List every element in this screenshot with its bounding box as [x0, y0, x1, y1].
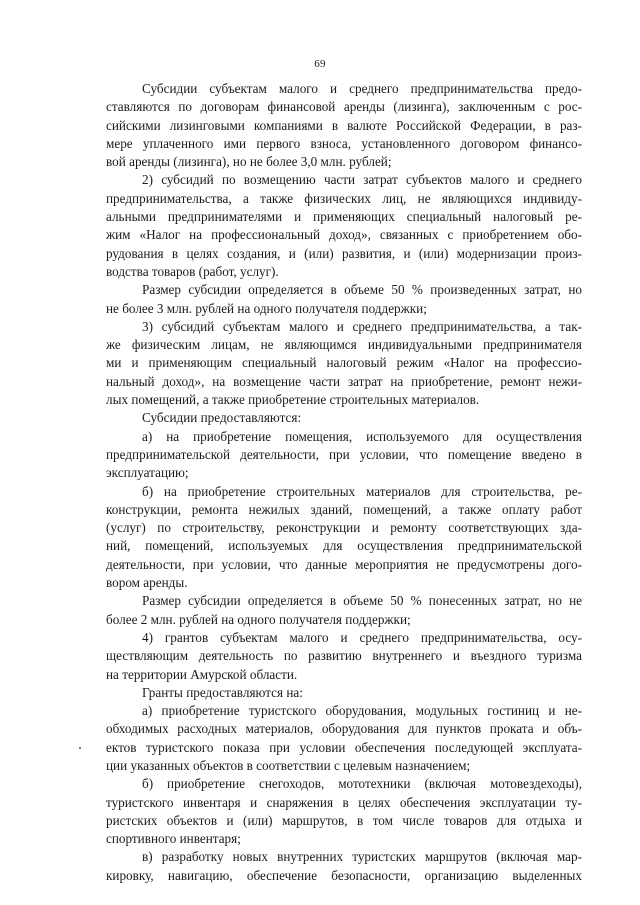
margin-mark [79, 747, 81, 749]
text-line: 3) субсидий субъектам малого и среднего предпринимательства, а так- [142, 318, 582, 334]
text-line: Субсидии предоставляются: [142, 410, 302, 426]
text-line: Размер субсидии определяется в объеме 50 % произведенных затрат, но [142, 282, 582, 298]
text-line: ществляющим деятельность по развитию внутреннего и въездного туризма [106, 648, 582, 664]
paragraph [106, 171, 582, 281]
text-line: нальный доход», на возмещение части затрат на приобретение, ремонт нежи- [106, 373, 582, 389]
paragraph [106, 775, 582, 848]
text-line: сийскими лизинговыми компаниями в валюте Российской Федерации, в раз- [106, 117, 582, 133]
page-number: 69 [314, 58, 326, 70]
paragraph [106, 318, 582, 409]
text-line: Гранты предоставляются на: [142, 684, 303, 700]
text-line: вором аренды. [106, 575, 188, 591]
text-line: ектов туристского показа при условии обеспечения последующей эксплуата- [106, 739, 582, 755]
text-line: предпринимательской деятельности, при условии, что помещение введено в [106, 446, 582, 462]
text-line: ции указанных объектов в соответствии с целевым назначением; [106, 757, 471, 773]
text-line: альными предпринимателями и применяющих специальный налоговый ре- [106, 209, 582, 225]
paragraph [106, 592, 582, 629]
text-line: б) на приобретение строительных материалов для строительства, ре- [142, 483, 582, 499]
paragraph [106, 483, 582, 593]
text-line: в) разработку новых внутренних туристских маршрутов (включая мар- [142, 849, 582, 865]
text-line: ристских объектов и (или) маршрутов, в том числе товаров для отдыха и [106, 812, 582, 828]
text-line: же физическим лицам, не являющимся индивидуальными предпринимателя [106, 337, 582, 353]
paragraph [106, 848, 582, 885]
text-line: более 2 млн. рублей на одного получателя поддержки; [106, 611, 411, 627]
text-line: а) на приобретение помещения, используемого для осуществления [142, 428, 582, 444]
text-line: деятельности, при условии, что данные мероприятия не предусмотрены дого- [106, 556, 582, 572]
text-line: б) приобретение снегоходов, мототехники (включая мотовездеходы), [142, 776, 582, 792]
paragraph [106, 428, 582, 483]
paragraph [106, 629, 582, 684]
paragraph [106, 80, 582, 171]
text-line: 2) субсидий по возмещению части затрат субъектов малого и среднего [142, 172, 582, 188]
text-line: жим «Налог на профессиональный доход», связанных с приобретением обо- [106, 227, 582, 243]
paragraph [106, 281, 582, 318]
text-line: предпринимательства, а также физических лиц, не являющихся индивиду- [106, 190, 582, 206]
text-line: на территории Амурской области. [106, 666, 298, 682]
text-line: лых помещений, а также приобретение строительных материалов. [106, 392, 480, 408]
text-line: эксплуатацию; [106, 465, 189, 481]
text-line: не более 3 млн. рублей на одного получателя поддержки; [106, 300, 427, 316]
text-line: а) приобретение туристского оборудования, модульных гостиниц и не- [142, 703, 582, 719]
text-line: обходимых расходных материалов, оборудования для пунктов проката и объ- [106, 721, 582, 737]
text-line: мере уплаченного ими первого взноса, установленного договором финансо- [106, 135, 582, 151]
text-line: ний, помещений, используемых для осуществления предпринимательской [106, 538, 582, 554]
paragraph [106, 684, 582, 702]
paragraph [106, 702, 582, 775]
text-line: 4) грантов субъектам малого и среднего предпринимательства, осу- [142, 629, 582, 645]
text-line: водства товаров (работ, услуг). [106, 263, 279, 279]
text-line: туристского инвентаря и снаряжения в целях обеспечения эксплуатации ту- [106, 794, 582, 810]
text-line: ми и применяющим специальный налоговый режим «Налог на профессио- [106, 355, 582, 371]
text-line: спортивного инвентаря; [106, 831, 241, 847]
text-line: кировку, навигацию, обеспечение безопасности, организацию выделенных [106, 867, 582, 883]
text-line: вой аренды (лизинга), но не более 3,0 млн. рублей; [106, 154, 392, 170]
text-line: Размер субсидии определяется в объеме 50 % понесенных затрат, но не [142, 593, 582, 609]
text-line: Субсидии субъектам малого и среднего предпринимательства предо- [142, 81, 582, 96]
text-line: (услуг) по строительству, реконструкции и ремонту соответствующих зда- [106, 520, 582, 536]
text-line: рудования в целях создания, и (или) развития, и (или) модернизации произ- [106, 245, 582, 261]
document-body [106, 80, 582, 885]
text-line: конструкции, ремонта нежилых зданий, помещений, а также оплату работ [106, 501, 582, 517]
paragraph [106, 409, 582, 427]
text-line: ставляются по договорам финансовой аренды (лизинга), заключенным с рос- [106, 99, 582, 115]
